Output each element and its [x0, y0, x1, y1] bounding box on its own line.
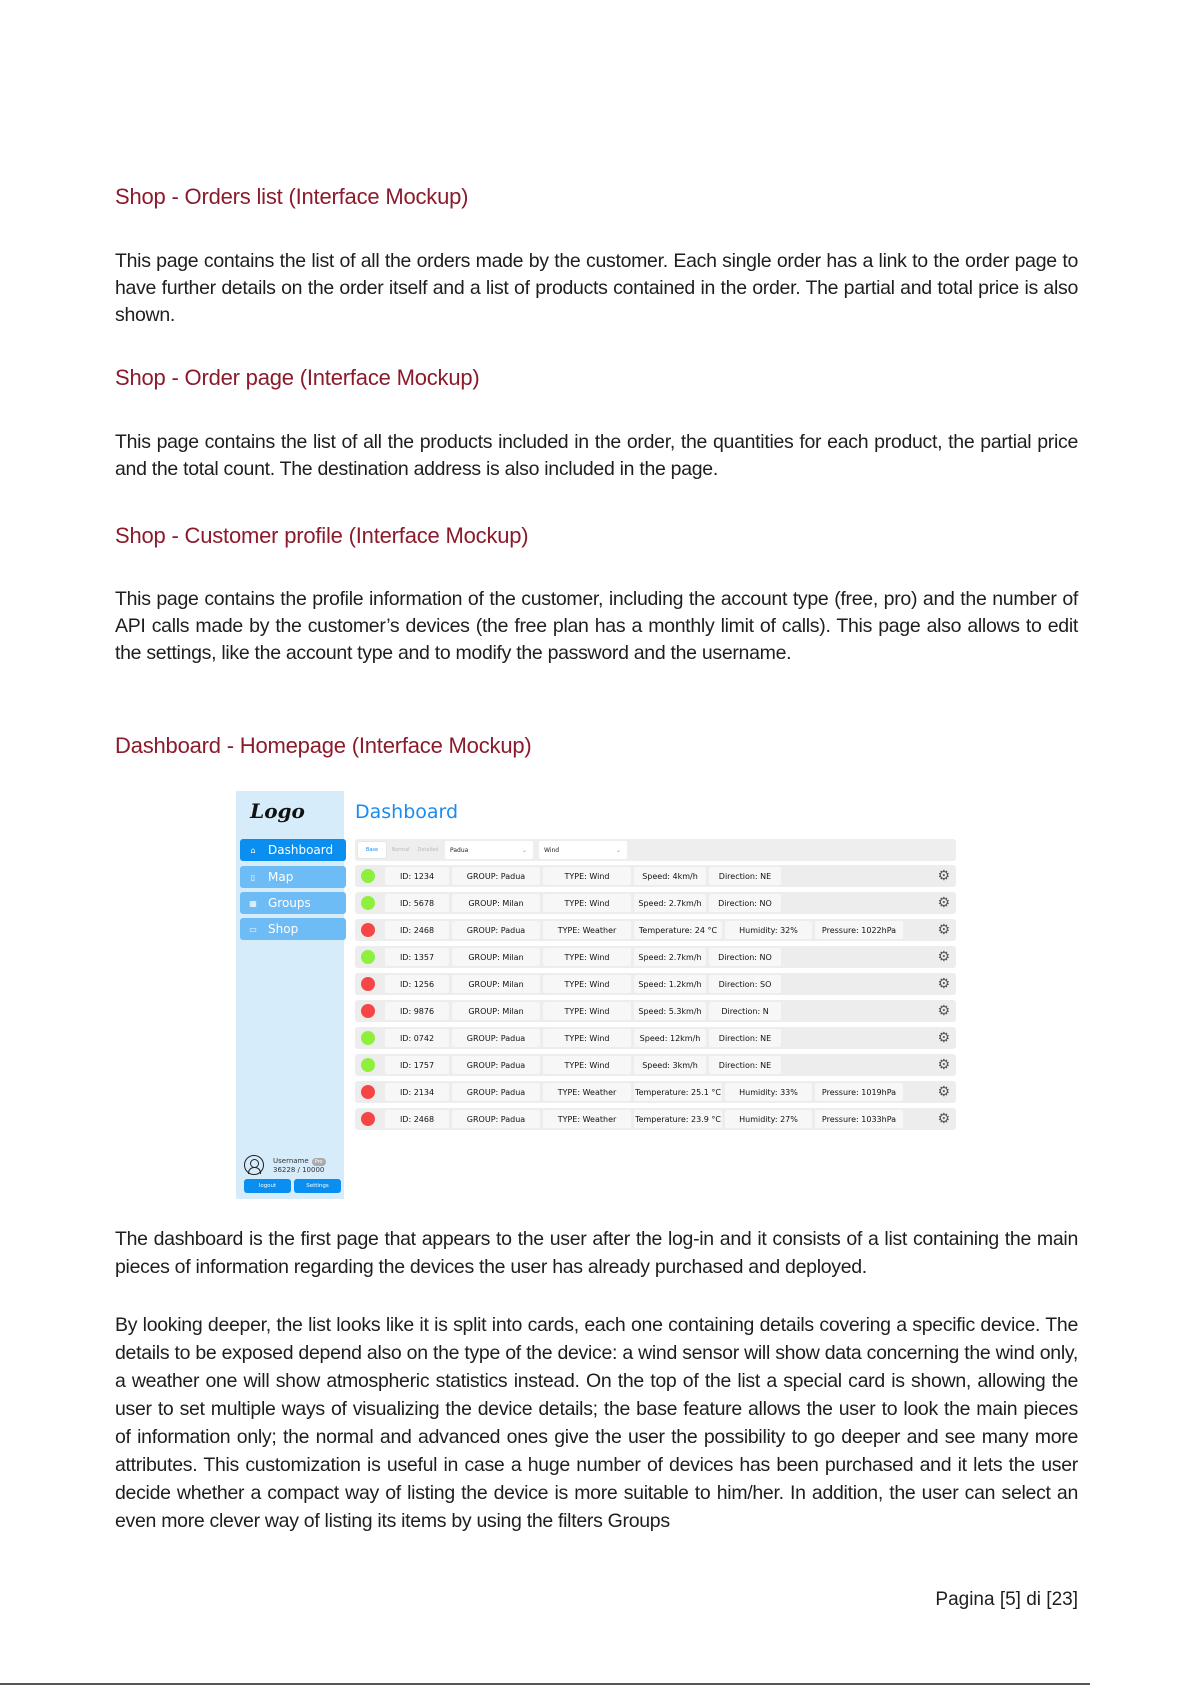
sidebar	[236, 791, 344, 1199]
device-type-field: TYPE: Wind	[543, 1029, 631, 1047]
status-indicator-icon	[361, 896, 375, 910]
settings-button[interactable]: Settings	[294, 1179, 341, 1193]
device-type-field: TYPE: Weather	[543, 921, 631, 939]
dashboard-mockup	[236, 791, 956, 1199]
device-f1-field: Temperature: 25.1 °C	[634, 1083, 722, 1101]
device-id-field: ID: 1234	[385, 867, 449, 885]
device-group-field: GROUP: Padua	[452, 1029, 540, 1047]
device-type-field: TYPE: Wind	[543, 948, 631, 966]
sidebar-item-groups[interactable]	[240, 892, 346, 914]
status-indicator-icon	[361, 950, 375, 964]
gear-icon[interactable]: ⚙	[937, 1030, 950, 1046]
device-card[interactable]	[355, 1054, 956, 1076]
grid-icon: ▦	[249, 898, 257, 908]
device-group-field: GROUP: Padua	[452, 921, 540, 939]
device-id-field: ID: 0742	[385, 1029, 449, 1047]
sidebar-item-label: Groups	[268, 896, 311, 910]
device-type-field: TYPE: Wind	[543, 975, 631, 993]
device-f2-field: Direction: NO	[709, 948, 781, 966]
device-card[interactable]	[355, 919, 956, 941]
device-f2-field: Direction: N	[709, 1002, 781, 1020]
device-group-field: GROUP: Milan	[452, 1002, 540, 1020]
device-group-field: GROUP: Padua	[452, 1083, 540, 1101]
device-card[interactable]	[355, 946, 956, 968]
device-card[interactable]	[355, 973, 956, 995]
view-detailed-toggle[interactable]: Detailed	[417, 847, 439, 853]
device-f1-field: Speed: 2.7km/h	[634, 894, 706, 912]
status-indicator-icon	[361, 1058, 375, 1072]
type-select-value: Wind	[544, 846, 560, 854]
device-card[interactable]	[355, 865, 956, 887]
group-select[interactable]	[445, 841, 533, 859]
device-type-field: TYPE: Wind	[543, 867, 631, 885]
device-id-field: ID: 2468	[385, 1110, 449, 1128]
device-f1-field: Temperature: 24 °C	[634, 921, 722, 939]
device-id-field: ID: 2134	[385, 1083, 449, 1101]
sidebar-item-label: Shop	[268, 922, 299, 936]
device-card[interactable]	[355, 1108, 956, 1130]
shop-icon: ▭	[249, 924, 257, 934]
view-base-toggle[interactable]: Base	[358, 842, 386, 858]
logo: Logo	[250, 799, 305, 823]
view-normal-toggle[interactable]: Normal	[391, 847, 410, 853]
device-group-field: GROUP: Padua	[452, 1110, 540, 1128]
sidebar-item-label: Map	[268, 870, 294, 884]
device-type-field: TYPE: Wind	[543, 1002, 631, 1020]
status-indicator-icon	[361, 869, 375, 883]
chevron-down-icon: ⌄	[521, 846, 527, 854]
device-id-field: ID: 1357	[385, 948, 449, 966]
chevron-down-icon: ⌄	[615, 846, 621, 854]
device-id-field: ID: 1256	[385, 975, 449, 993]
section-heading-order-page: Shop - Order page (Interface Mockup)	[115, 365, 480, 390]
device-card[interactable]	[355, 892, 956, 914]
gear-icon[interactable]: ⚙	[937, 922, 950, 938]
section-heading-orders-list: Shop - Orders list (Interface Mockup)	[115, 184, 469, 209]
status-indicator-icon	[361, 923, 375, 937]
avatar-icon	[244, 1155, 264, 1175]
device-group-field: GROUP: Milan	[452, 894, 540, 912]
map-icon: ▯	[250, 872, 256, 882]
section-body-orders-list: This page contains the list of all the orders made by the customer. Each single order has a link to the order page to have further details on the order itself and a list of products contained in the order. The partial and total price is also shown.	[115, 250, 1078, 326]
gear-icon[interactable]: ⚙	[937, 1084, 950, 1100]
device-f1-field: Speed: 5.3km/h	[634, 1002, 706, 1020]
device-card[interactable]	[355, 1000, 956, 1022]
sidebar-item-shop[interactable]	[240, 918, 346, 940]
logout-button[interactable]: logout	[244, 1179, 291, 1193]
gear-icon[interactable]: ⚙	[937, 895, 950, 911]
view-filter-card	[355, 839, 956, 861]
device-f1-field: Temperature: 23.9 °C	[634, 1110, 722, 1128]
api-calls-count: 36228 / 10000	[273, 1165, 325, 1174]
device-f2-field: Direction: NO	[709, 894, 781, 912]
device-f2-field: Humidity: 32%	[725, 921, 812, 939]
device-f1-field: Speed: 2.7km/h	[634, 948, 706, 966]
device-f3-field: Pressure: 1019hPa	[815, 1083, 903, 1101]
device-f2-field: Direction: SO	[709, 975, 781, 993]
group-select-value: Padua	[450, 846, 469, 854]
device-type-field: TYPE: Weather	[543, 1083, 631, 1101]
dashboard-paragraph-2: By looking deeper, the list looks like it is split into cards, each one containing details covering a specific device. The details to be exposed depend also on the type of the device: a wind sensor will show data concerning the wind only, a weather one will show atmospheric statistics instead. On the top of the list a special card is shown, allowing the user to set multiple ways of visualizing the device details; the base feature allows the user to look the main pieces of information only; the normal and advanced ones give the user the possibility to go deeper and see many more attributes. This customization is useful in case a huge number of devices has been purchased and it lets the user decide whether a compact way of listing the device is more suitable to him/her. In addition, the user can select an even more clever way of listing its items by using the filters Groups	[115, 1314, 1078, 1532]
device-f1-field: Speed: 1.2km/h	[634, 975, 706, 993]
device-f2-field: Humidity: 33%	[725, 1083, 812, 1101]
device-f2-field: Humidity: 27%	[725, 1110, 812, 1128]
gear-icon[interactable]: ⚙	[937, 949, 950, 965]
device-f3-field: Pressure: 1033hPa	[815, 1110, 903, 1128]
status-indicator-icon	[361, 1031, 375, 1045]
device-group-field: GROUP: Padua	[452, 1056, 540, 1074]
sidebar-item-map[interactable]	[240, 866, 346, 888]
device-group-field: GROUP: Milan	[452, 948, 540, 966]
status-indicator-icon	[361, 1112, 375, 1126]
gear-icon[interactable]: ⚙	[937, 976, 950, 992]
status-indicator-icon	[361, 1085, 375, 1099]
device-group-field: GROUP: Padua	[452, 867, 540, 885]
section-body-customer-profile: This page contains the profile information of the customer, including the account type (free, pro) and the number of API calls made by the customer’s devices (the free plan has a monthly limit of calls). This page also allows to edit the settings, like the account type and to modify the password and the username.	[115, 588, 1078, 664]
sidebar-item-dashboard[interactable]	[240, 839, 346, 861]
gear-icon[interactable]: ⚙	[937, 1003, 950, 1019]
section-body-order-page: This page contains the list of all the products included in the order, the quantities for each product, the partial price and the total count. The destination address is also included in the page.	[115, 431, 1078, 480]
device-f3-field: Pressure: 1022hPa	[815, 921, 903, 939]
device-type-field: TYPE: Weather	[543, 1110, 631, 1128]
device-f2-field: Direction: NE	[709, 867, 781, 885]
device-type-field: TYPE: Wind	[543, 1056, 631, 1074]
gear-icon[interactable]: ⚙	[937, 1057, 950, 1073]
status-indicator-icon	[361, 1004, 375, 1018]
device-id-field: ID: 5678	[385, 894, 449, 912]
user-panel	[244, 1155, 326, 1175]
dashboard-paragraph-1: The dashboard is the first page that appears to the user after the log-in and it consists of a list containing the main pieces of information regarding the devices the user has already purchased and deployed.	[115, 1228, 1078, 1278]
device-f1-field: Speed: 4km/h	[634, 867, 706, 885]
device-id-field: ID: 2468	[385, 921, 449, 939]
device-f2-field: Direction: NE	[709, 1029, 781, 1047]
plan-badge: Pro	[312, 1158, 326, 1166]
home-icon: ⌂	[250, 845, 256, 855]
section-heading-customer-profile: Shop - Customer profile (Interface Mockup)	[115, 523, 529, 548]
device-group-field: GROUP: Milan	[452, 975, 540, 993]
device-f1-field: Speed: 3km/h	[634, 1056, 706, 1074]
sidebar-item-label: Dashboard	[268, 843, 334, 857]
device-card[interactable]	[355, 1027, 956, 1049]
page-title: Dashboard	[355, 801, 459, 823]
section-heading-dashboard: Dashboard - Homepage (Interface Mockup)	[115, 733, 532, 758]
type-select[interactable]	[539, 841, 627, 859]
device-f1-field: Speed: 12km/h	[634, 1029, 706, 1047]
device-type-field: TYPE: Wind	[543, 894, 631, 912]
device-id-field: ID: 9876	[385, 1002, 449, 1020]
device-f2-field: Direction: NE	[709, 1056, 781, 1074]
gear-icon[interactable]: ⚙	[937, 1111, 950, 1127]
page-number: Pagina [5] di [23]	[935, 1589, 1078, 1610]
status-indicator-icon	[361, 977, 375, 991]
device-id-field: ID: 1757	[385, 1056, 449, 1074]
username: Username	[273, 1156, 309, 1165]
gear-icon[interactable]: ⚙	[937, 868, 950, 884]
device-card[interactable]	[355, 1081, 956, 1103]
